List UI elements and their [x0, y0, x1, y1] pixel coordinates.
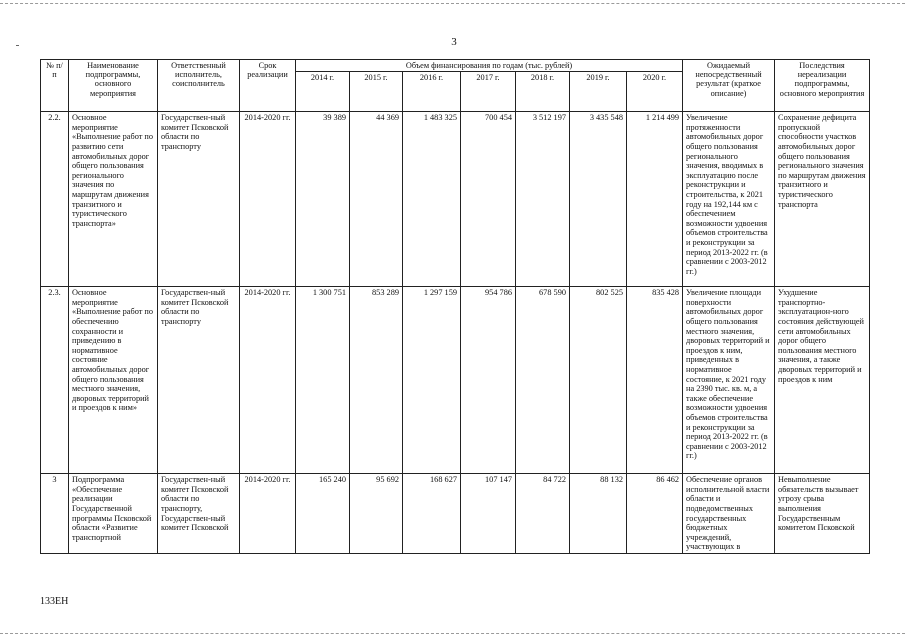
- row-result: Увеличение протяженности автомобильных дорог общего пользования регионального значения, вводимых в эксплуатацию после реконструкции и строительства, к 2021 году на 192,144 км с обеспечением возможности удвоения объемов строительства и реконструкции за период 2013-2022 гг. (в сравнении с 2003-2012 гг.): [683, 112, 775, 287]
- header-num: № п/п: [41, 60, 69, 112]
- row-amount: 1 483 325: [403, 112, 461, 287]
- header-year: 2018 г.: [516, 72, 570, 112]
- row-term: 2014-2020 гг.: [240, 287, 296, 474]
- row-amount: 1 300 751: [296, 287, 350, 474]
- row-responsible: Государствен-ный комитет Псковской области по транспорту: [158, 287, 240, 474]
- table-row: [41, 287, 870, 474]
- row-amount: 84 722: [516, 474, 570, 554]
- header-result: Ожидаемый непосредственный результат (краткое описание): [683, 60, 775, 112]
- table-row: [41, 474, 870, 554]
- row-amount: 1 214 499: [627, 112, 683, 287]
- table-header-row: [41, 60, 870, 72]
- row-term: 2014-2020 гг.: [240, 112, 296, 287]
- header-year: 2019 г.: [570, 72, 627, 112]
- row-amount: 954 786: [461, 287, 516, 474]
- row-name: Основное мероприятие «Выполнение работ по обеспечению сохранности и приведению в нормативное состояние автомобильных дорог общего пользования местного значения, дворовых территорий и проездов к ним»: [69, 287, 158, 474]
- header-year: 2015 г.: [350, 72, 403, 112]
- page-number: 3: [451, 36, 457, 48]
- header-name: Наименование подпрограммы, основного мероприятия: [69, 60, 158, 112]
- row-amount: 700 454: [461, 112, 516, 287]
- row-amount: 86 462: [627, 474, 683, 554]
- row-amount: 168 627: [403, 474, 461, 554]
- header-term: Срок реализации: [240, 60, 296, 112]
- scan-border-bottom: [0, 633, 905, 634]
- row-amount: 165 240: [296, 474, 350, 554]
- row-term: 2014-2020 гг.: [240, 474, 296, 554]
- row-num: 3: [41, 474, 69, 554]
- table-row: [41, 112, 870, 287]
- row-amount: 107 147: [461, 474, 516, 554]
- row-result: Обеспечение органов исполнительной власти области и подведомственных государственных бюджетных учреждений, участвующих в: [683, 474, 775, 554]
- row-responsible: Государствен-ный комитет Псковской области по транспорту: [158, 112, 240, 287]
- row-amount: 835 428: [627, 287, 683, 474]
- row-amount: 88 132: [570, 474, 627, 554]
- row-amount: 802 525: [570, 287, 627, 474]
- document-code: 133ЕН: [40, 596, 69, 607]
- row-consequences: Невыполнение обязательств вызывает угрозу срыва выполнения Государственным комитетом Псковской: [775, 474, 870, 554]
- row-amount: 95 692: [350, 474, 403, 554]
- row-amount: 1 297 159: [403, 287, 461, 474]
- margin-mark: [16, 45, 19, 46]
- row-num: 2.2.: [41, 112, 69, 287]
- row-name: Подпрограмма «Обеспечение реализации Государственной программы Псковской области «Развитие транспортной: [69, 474, 158, 554]
- row-amount: 44 369: [350, 112, 403, 287]
- header-responsible: Ответственный исполнитель, соисполнитель: [158, 60, 240, 112]
- row-amount: 3 512 197: [516, 112, 570, 287]
- row-amount: 853 289: [350, 287, 403, 474]
- row-responsible: Государствен-ный комитет Псковской области по транспорту, Государствен-ный комитет Псковской: [158, 474, 240, 554]
- header-year: 2020 г.: [627, 72, 683, 112]
- row-num: 2.3.: [41, 287, 69, 474]
- row-result: Увеличение площади поверхности автомобильных дорог общего пользования местного значения, дворовых территорий и проездов к ним, приведенных в нормативное состояние, к 2021 году на 2390 тыс. кв. м, а также обеспечение возможности удвоения объемов строительства и реконструкции за период 2013-2022 гг. (в сравнении с 2003-2012 гг.): [683, 287, 775, 474]
- program-activities-table: [40, 59, 870, 554]
- row-amount: 39 389: [296, 112, 350, 287]
- row-amount: 678 590: [516, 287, 570, 474]
- row-consequences: Ухудшение транспортно-эксплуатацион-ного состояния действующей сети автомобильных дорог общего пользования местного значения, а также дворовых территорий и проездов к ним: [775, 287, 870, 474]
- header-year: 2017 г.: [461, 72, 516, 112]
- header-consequences: Последствия нереализации подпрограммы, основного мероприятия: [775, 60, 870, 112]
- header-financing: Объем финансирования по годам (тыс. рублей): [296, 60, 683, 72]
- row-amount: 3 435 548: [570, 112, 627, 287]
- row-consequences: Сохранение дефицита пропускной способности участков автомобильных дорог общего пользования регионального значения по маршрутам движения транзитного и туристического транспорта: [775, 112, 870, 287]
- header-year: 2016 г.: [403, 72, 461, 112]
- row-name: Основное мероприятие «Выполнение работ по развитию сети автомобильных дорог общего пользования регионального значения по маршрутам движения транзитного и туристического транспорта»: [69, 112, 158, 287]
- scan-border-top: [0, 3, 905, 4]
- header-year: 2014 г.: [296, 72, 350, 112]
